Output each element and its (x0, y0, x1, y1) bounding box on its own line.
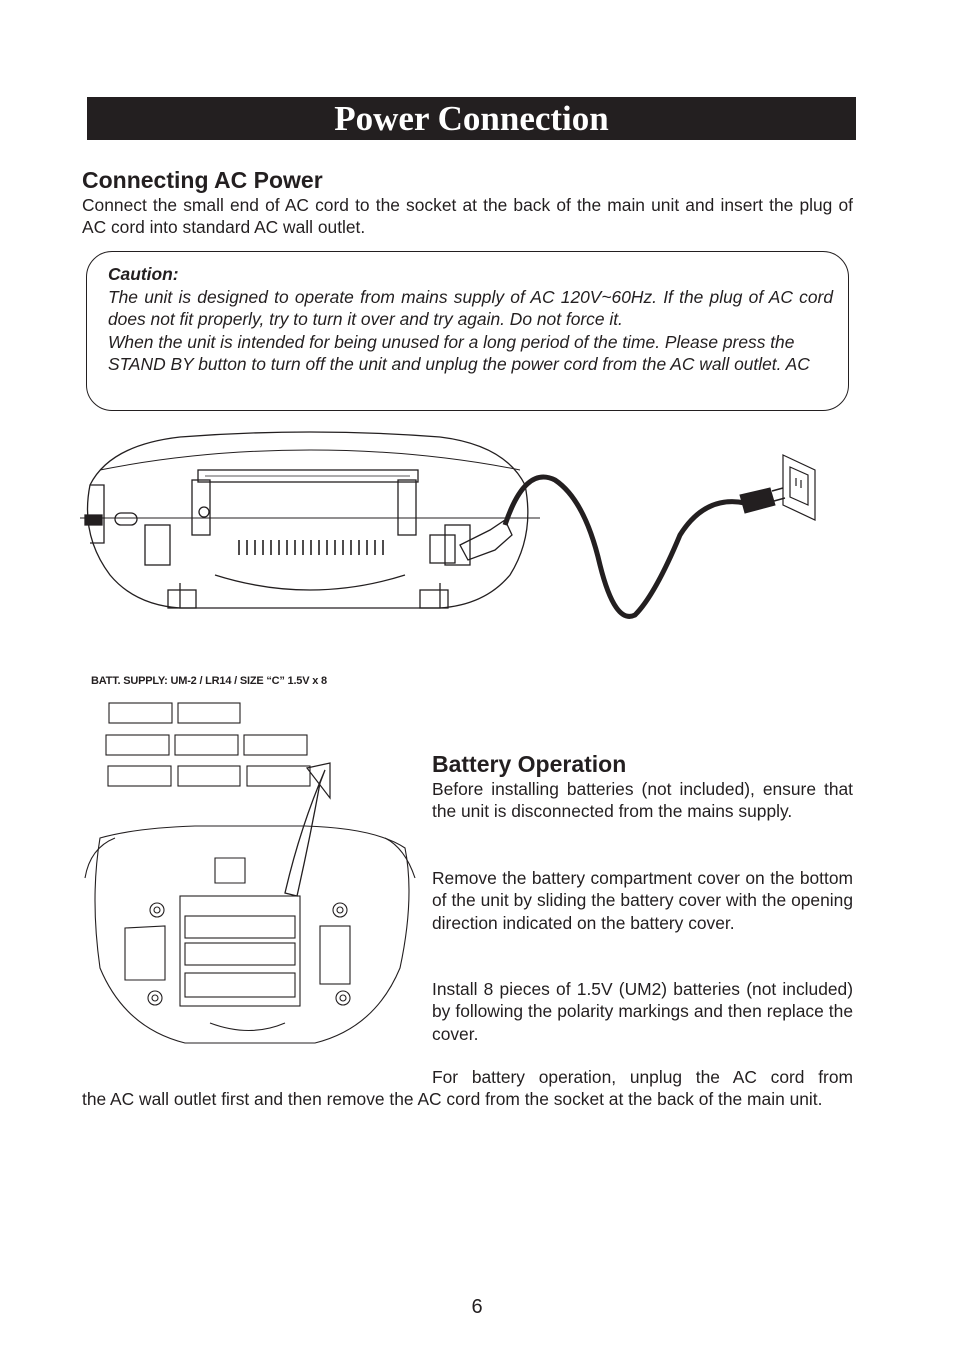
battery-para-2: Remove the battery compartment cover on the bottom of the unit by sliding the battery cover with the opening direction indicated on the battery cover. (432, 868, 853, 933)
battery-para-3: Install 8 pieces of 1.5V (UM2) batteries (not included) by following the polarity markings and then replace the cover. (432, 979, 853, 1044)
ac-power-heading: Connecting AC Power (82, 167, 323, 193)
caution-label: Caution: (108, 264, 179, 284)
page-title: Power Connection (87, 97, 856, 140)
ac-connection-illustration (80, 425, 840, 630)
caution-line-voltage: The unit is designed to operate from mains supply of AC 120V~60Hz. If the plug of AC cord does not fit properly, try to turn it over and try again. Do not force it. (108, 286, 833, 330)
caution-line-standby: When the unit is intended for being unused for a long period of the time. Please press the STAND BY button to turn off the unit and unplug the power cord from the AC wall outlet. AC (108, 331, 810, 375)
battery-operation-heading: Battery Operation (432, 751, 627, 777)
battery-para-4-line-1: For battery operation, unplug the AC cord from (432, 1067, 853, 1087)
page-number: 6 (471, 1296, 483, 1318)
caution-text (108, 263, 833, 376)
battery-para-1: Before installing batteries (not included), ensure that the unit is disconnected from the mains supply. (432, 779, 853, 822)
battery-supply-label: BATT. SUPPLY: UM-2 / LR14 / SIZE “C” 1.5V x 8 (91, 675, 327, 687)
caution-box (86, 251, 849, 411)
ac-power-text: Connect the small end of AC cord to the socket at the back of the main unit and insert the plug of AC cord into standard AC wall outlet. (82, 195, 853, 238)
battery-illustration (85, 698, 415, 1068)
battery-para-4-rest: the AC wall outlet first and then remove the AC cord from the socket at the back of the main unit. (82, 1089, 823, 1109)
